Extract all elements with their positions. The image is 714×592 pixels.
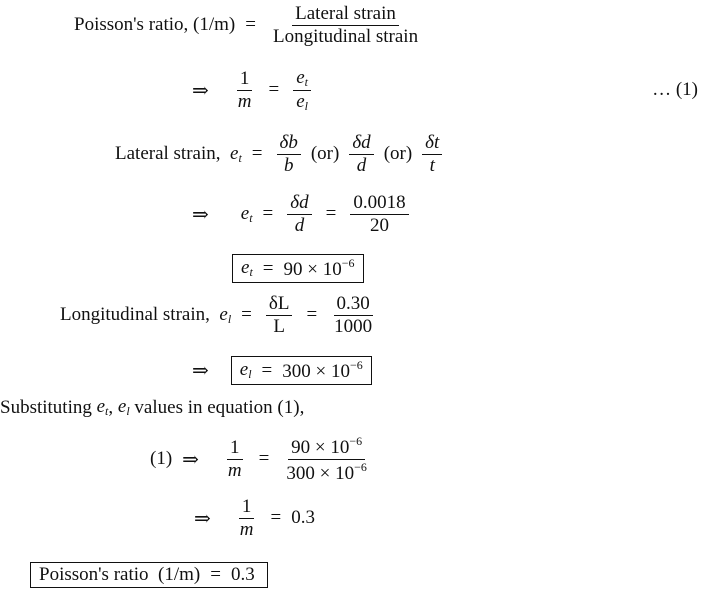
longitudinal-strain-label: Longitudinal strain, bbox=[60, 304, 210, 326]
substitution-text: Substituting $e_t$ , $e_l$ values in equation (1), bbox=[0, 396, 305, 418]
lateral-strain-var: $e_t$ bbox=[240, 202, 253, 225]
substitution-calculation bbox=[150, 435, 374, 484]
result-value: $300 \times 10^{-6}$ bbox=[282, 358, 363, 382]
db-over-b-fraction bbox=[277, 133, 301, 176]
fraction-denominator: d bbox=[356, 154, 367, 176]
fraction-denominator: L bbox=[273, 315, 285, 337]
one-over-m-fraction bbox=[225, 438, 245, 481]
fraction-denominator: t bbox=[429, 154, 435, 176]
implies-arrow: ⇒ bbox=[192, 79, 209, 102]
fraction-numerator: 1 bbox=[239, 497, 255, 519]
dd-over-d-fraction bbox=[287, 193, 311, 236]
implies-arrow: ⇒ bbox=[182, 448, 199, 471]
longitudinal-strain-result bbox=[192, 356, 372, 385]
strain-ratio-fraction bbox=[270, 4, 421, 47]
equals-sign: = bbox=[262, 257, 274, 279]
lateral-strain-label: Lateral strain, bbox=[115, 143, 221, 165]
final-answer-box bbox=[30, 562, 268, 588]
equation-1 bbox=[192, 68, 706, 112]
fraction-numerator: δd bbox=[349, 133, 373, 155]
longitudinal-strain-var: $e_l$ bbox=[219, 303, 232, 326]
fraction-denominator: m bbox=[237, 90, 252, 112]
fraction-numerator bbox=[293, 68, 311, 91]
var-e: e bbox=[296, 90, 305, 112]
var-et: $e_t$ bbox=[96, 396, 109, 418]
equals-sign: = bbox=[241, 304, 252, 326]
fraction-numerator: $90 \times 10^{-6}$ bbox=[288, 435, 365, 460]
one-over-m-fraction bbox=[237, 497, 257, 540]
implies-arrow: ⇒ bbox=[194, 507, 211, 530]
numeric-fraction bbox=[350, 193, 408, 236]
one-over-m-fraction bbox=[235, 69, 255, 112]
fraction-numerator: 0.0018 bbox=[350, 193, 408, 215]
result-value: 0.3 bbox=[291, 507, 315, 529]
fraction-numerator: δd bbox=[287, 193, 311, 215]
result-value: $90 \times 10^{-6}$ bbox=[283, 256, 355, 280]
numeric-fraction bbox=[331, 294, 375, 337]
result-box bbox=[232, 254, 364, 283]
var-el: $e_l$ bbox=[117, 396, 130, 418]
fraction-denominator: 20 bbox=[369, 214, 389, 236]
lateral-strain-definition bbox=[115, 133, 446, 176]
lateral-strain-var: $e_t$ bbox=[230, 142, 242, 165]
equals-sign: = bbox=[261, 359, 273, 381]
equation-ref: (1) bbox=[150, 448, 173, 470]
lateral-strain-result bbox=[232, 254, 364, 283]
poisson-ratio-label: Poisson's ratio, bbox=[74, 14, 189, 36]
equals-sign: = bbox=[210, 564, 221, 585]
final-var: (1/m) bbox=[158, 564, 201, 585]
longitudinal-strain-definition bbox=[60, 294, 379, 337]
var-e: e bbox=[296, 67, 305, 88]
fraction-denominator: m bbox=[227, 459, 242, 481]
final-answer bbox=[30, 562, 268, 588]
final-label: Poisson's ratio bbox=[39, 564, 149, 585]
fraction-numerator: δL bbox=[266, 294, 293, 316]
lateral-strain-calculation bbox=[192, 193, 413, 236]
subscript: l bbox=[304, 98, 308, 113]
fraction-numerator: 1 bbox=[227, 438, 243, 460]
fraction-denominator: b bbox=[283, 154, 294, 176]
implies-arrow: ⇒ bbox=[192, 360, 209, 382]
poisson-ratio-definition bbox=[74, 4, 425, 47]
substitution-result bbox=[194, 497, 315, 540]
dt-over-t-fraction bbox=[422, 133, 442, 176]
fraction-numerator: 1 bbox=[237, 69, 253, 91]
fraction-denominator bbox=[293, 91, 311, 113]
equals-sign: = bbox=[306, 304, 318, 326]
equals-sign: = bbox=[262, 203, 274, 225]
equals-sign: = bbox=[325, 203, 337, 225]
fraction-denominator: 1000 bbox=[334, 315, 373, 337]
subscript: t bbox=[304, 75, 308, 89]
implies-arrow: ⇒ bbox=[192, 203, 209, 226]
fraction-numerator: Lateral strain bbox=[292, 4, 399, 26]
or-text: (or) bbox=[310, 143, 340, 165]
dl-over-l-fraction bbox=[266, 294, 293, 337]
or-text: (or) bbox=[383, 143, 413, 165]
poisson-ratio-var: (1/m) bbox=[193, 14, 236, 36]
equals-sign: = bbox=[245, 14, 256, 36]
equals-sign: = bbox=[251, 143, 263, 165]
result-box bbox=[231, 356, 372, 385]
lateral-strain-var: $e_t$ bbox=[241, 257, 253, 279]
fraction-denominator: $300 \times 10^{-6}$ bbox=[286, 459, 367, 484]
equals-sign: = bbox=[258, 448, 270, 470]
fraction-numerator: δb bbox=[277, 133, 301, 155]
fraction-numerator: 0.30 bbox=[334, 294, 373, 316]
dd-over-d-fraction bbox=[349, 133, 373, 176]
equals-sign: = bbox=[268, 79, 280, 101]
longitudinal-strain-var: $e_l$ bbox=[239, 359, 252, 381]
fraction-denominator: Longitudinal strain bbox=[272, 25, 419, 47]
fraction-numerator: δt bbox=[422, 133, 442, 155]
fraction-denominator: d bbox=[294, 214, 305, 236]
strain-fraction bbox=[293, 68, 311, 112]
strain-value-fraction bbox=[283, 435, 370, 484]
final-value: 0.3 bbox=[230, 564, 255, 585]
equals-sign: = bbox=[270, 507, 282, 529]
fraction-denominator: m bbox=[239, 518, 254, 540]
equation-number: … (1) bbox=[652, 79, 698, 101]
